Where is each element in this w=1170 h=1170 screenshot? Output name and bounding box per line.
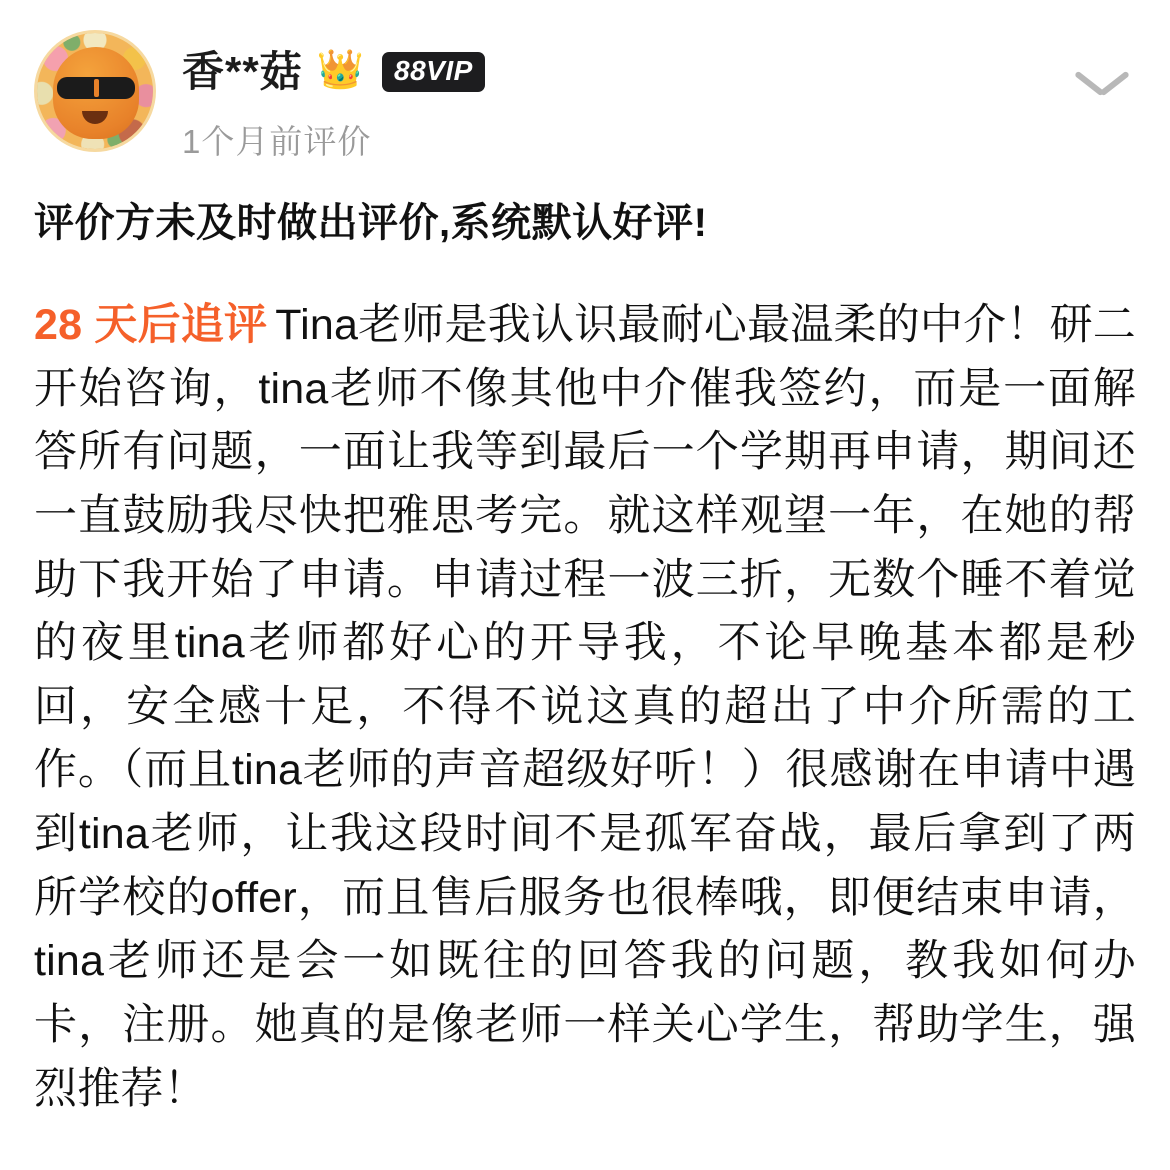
followup-comment <box>34 294 1136 1121</box>
username: 香**菇 <box>182 48 303 95</box>
review-body <box>34 196 1136 1121</box>
user-info <box>182 30 1136 163</box>
followup-tag: 28 天后追评 <box>34 301 268 349</box>
vip-badge[interactable]: 88VIP <box>382 52 485 92</box>
sunglasses-icon <box>57 77 135 99</box>
avatar[interactable] <box>34 30 156 152</box>
followup-text: Tina老师是我认识最耐心最温柔的中介！研二开始咨询，tina老师不像其他中介催我签约，而是一面解答所有问题，一面让我等到最后一个学期再申请，期间还一直鼓励我尽快把雅思考完。就这样观望一年，在她的帮助下我开始了申请。申请过程一波三折，无数个睡不着觉的夜里tina老师都好心的开导我，不论早晚基本都是秒回，安全感十足，不得不说这真的超出了中介所需的工作。（而且tina老师的声音超级好听！）很感谢在申请中遇到tina老师，让我这段时间不是孤军奋战，最后拿到了两所学校的offer，而且售后服务也很棒哦，即便结束申请，tina老师还是会一如既往的回答我的问题，教我如何办卡，注册。她真的是像老师一样关心学生，帮助学生，强烈推荐！ <box>34 301 1136 1113</box>
crown-icon: 👑 <box>316 49 365 91</box>
review-header <box>34 30 1136 170</box>
first-comment-text: 评价方未及时做出评价,系统默认好评! <box>34 201 708 245</box>
review-time: 1个月前评价 <box>182 123 372 160</box>
chevron-down-icon[interactable] <box>1076 64 1128 98</box>
username-row <box>182 46 1136 98</box>
